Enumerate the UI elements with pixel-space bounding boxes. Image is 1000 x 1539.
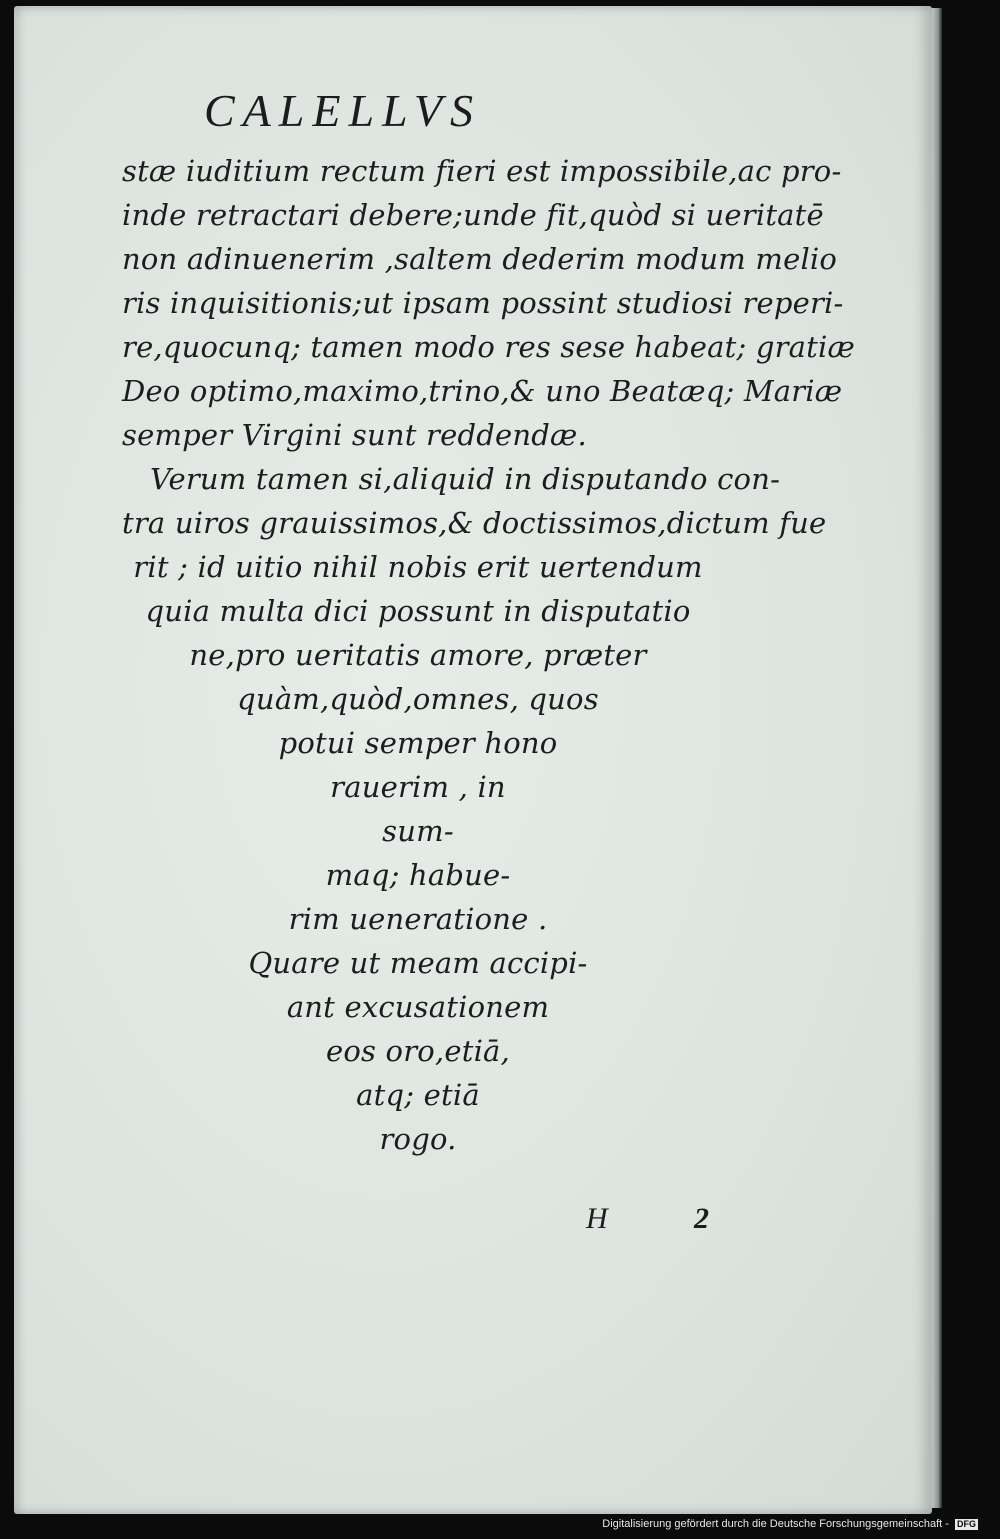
- taper-line-3: ne,pro ueritatis amore, præter: [189, 638, 647, 672]
- dfg-logo-icon: DFG: [957, 1519, 976, 1529]
- taper-line-8: maq; habue-: [325, 858, 511, 892]
- taper-line-1: rit ; id uitio nihil nobis erit uertendum: [133, 550, 703, 584]
- taper-line-11: ant excusationem: [286, 990, 550, 1024]
- book-page: [14, 6, 932, 1514]
- body-line-2: inde retractari debere;unde fit,quòd si ueritatē: [122, 198, 824, 232]
- signature-number: 2: [694, 1202, 709, 1235]
- taper-line-7: sum-: [382, 814, 454, 848]
- taper-line-12: eos oro,etiā,: [326, 1034, 510, 1068]
- body-line-5: re,quocunq; tamen modo res sese habeat; gratiæ: [122, 330, 855, 364]
- taper-line-2: quia multa dici possunt in disputatio: [145, 594, 691, 628]
- body-line-3: non adinuenerim ,saltem dederim modum melio: [122, 242, 838, 276]
- body-line-8: Verum tamen si,aliquid in disputando con-: [150, 462, 781, 496]
- taper-line-6: rauerim , in: [330, 770, 506, 804]
- taper-line-14: rogo.: [379, 1122, 457, 1156]
- digitization-footer: [602, 1518, 978, 1530]
- taper-line-5: potui semper hono: [278, 726, 558, 760]
- body-line-4: ris inquisitionis;ut ipsam possint studiosi reperi-: [122, 286, 844, 320]
- taper-line-9: rim ueneratione .: [288, 902, 548, 936]
- taper-line-10: Quare ut meam accipi-: [248, 946, 588, 980]
- running-head: CALELLVS: [204, 85, 482, 136]
- body-line-9: tra uiros grauissimos,& doctissimos,dictum fue: [122, 506, 827, 540]
- footer-text: Digitalisierung gefördert durch die Deutsche Forschungsgemeinschaft -: [602, 1518, 949, 1530]
- body-line-7: semper Virgini sunt reddendæ.: [122, 418, 587, 452]
- body-line-1: stæ iuditium rectum fieri est impossibile,ac pro-: [122, 154, 842, 188]
- taper-line-4: quàm,quòd,omnes, quos: [237, 682, 599, 716]
- signature-letter: H: [586, 1202, 608, 1235]
- page-edge-shadow: [932, 8, 942, 1508]
- body-line-6: Deo optimo,maximo,trino,& uno Beatæq; Mariæ: [122, 374, 843, 408]
- taper-line-13: atq; etiā: [356, 1078, 480, 1112]
